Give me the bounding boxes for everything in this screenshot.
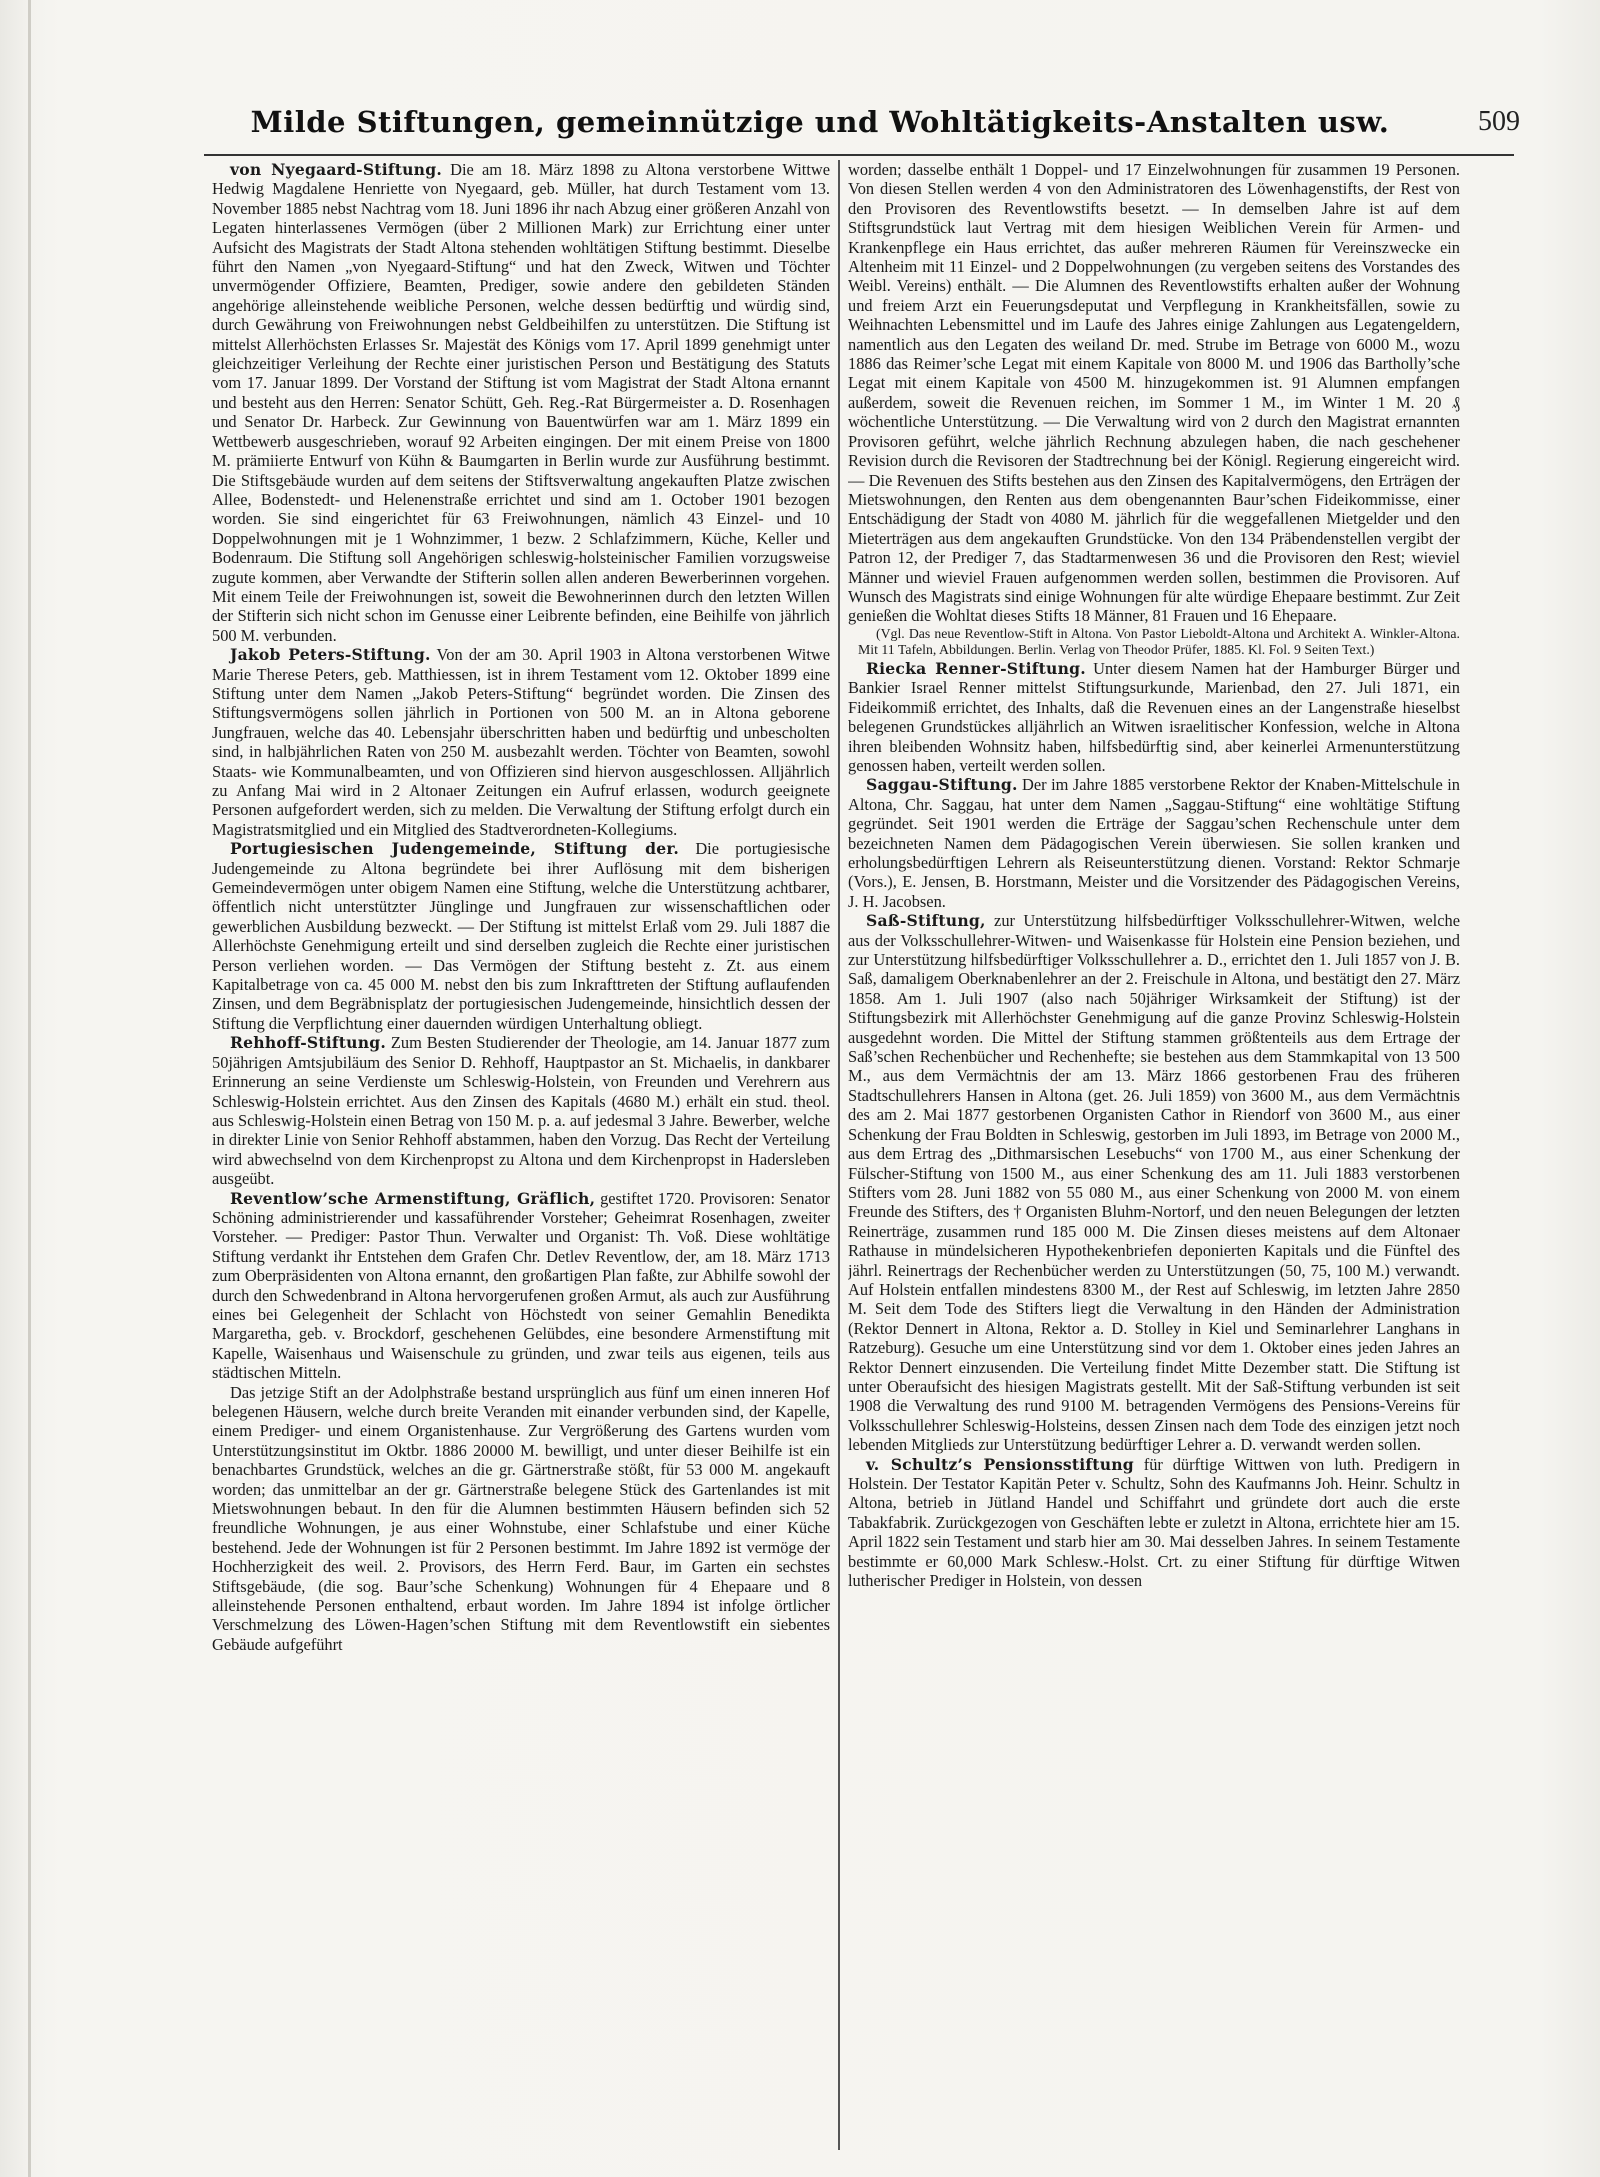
page-binding-edge <box>28 0 31 2177</box>
entry-text: Der im Jahre 1885 verstorbene Rektor der Knaben-Mittelschule in Altona, Chr. Saggau, hat unter dem Namen „Saggau-Stiftung“ eine wohltätige Stiftung gegründet. Seit 1901 werden die Erträge der Saggau’schen Rechenschule unter dem bezeichneten Namen dem Pädagogischen Verein überwiesen. Sie sollen kranken und erholungsbedürftigen Lehrern als Reiseunterstützung dienen. Vorstand: Rektor Schmarje (Vors.), E. Jensen, B. Horstmann, Meister und die Vorsitzender des Pädagogischen Vereins, J. H. Jacobsen. <box>848 775 1460 911</box>
header-rule <box>204 154 1514 156</box>
entry-heading: Saggau-Stiftung. <box>866 775 1018 795</box>
entry-portugiesische <box>212 839 830 1033</box>
entry-heading: Reventlow’sche Armenstiftung, Gräflich, <box>230 1188 596 1208</box>
running-header <box>200 100 1520 144</box>
entry-text: Von der am 30. April 1903 in Altona verstorbenen Witwe Marie Therese Peters, geb. Matthiessen, ist in ihrem Testament vom 12. Oktober 1899 eine Stiftung unter dem Namen „Jakob Peters-Stiftung“ begründet worden. Die Zinsen des Stiftungsvermögens sollen jährlich in Portionen von 500 M. an in Altona geborene Jungfrauen, welche das 40. Lebensjahr überschritten haben und bedürftig und unbescholten sind, in halbjährlichen Raten von 250 M. ausbezahlt werden. Töchter von Beamten, sowohl Staats- wie Kommunalbeamten, und von Offizieren sind hiervon ausgeschlossen. Alljährlich zu Anfang Mai wird in 2 Altonaer Zeitungen ein Aufruf erlassen, wodurch geeignete Personen aufgefordert werden, sich zu melden. Die Verwaltung der Stiftung erfolgt durch ein Magistratsmitglied und ein Mitglied des Stadtverordneten-Kollegiums. <box>212 645 830 839</box>
entry-text: Die am 18. März 1898 zu Altona verstorbene Wittwe Hedwig Magdalene Henriette von Nyegaard, geb. Müller, hat durch Testament vom 13. November 1885 nebst Nachtrag vom 18. Juni 1896 ihr nach Abzug einer größeren Anzahl von Legaten hinterlassenes Vermögen (über 2 Millionen Mark) zur Errichtung einer unter Aufsicht des Magistrats der Stadt Altona stehenden wohltätigen Stiftung bestimmt. Dieselbe führt den Namen „von Nyegaard-Stiftung“ und hat den Zweck, Witwen und Töchter unvermögender Offiziere, Beamten, Prediger, sowie andere den gebildeten Ständen angehörige alleinstehende weibliche Personen, welche dessen bedürftig und würdig sind, durch Gewährung von Freiwohnungen nebst Geldbeihilfen zu unterstützen. Die Stiftung ist mittelst Allerhöchsten Erlasses Sr. Majestät des Königs vom 17. April 1899 genehmigt unter gleichzeitiger Verleihung der Rechte einer juristischen Person und Bestätigung des Statuts vom 17. Januar 1899. Der Vorstand der Stiftung ist vom Magistrat der Stadt Altona ernannt und besteht aus den Herren: Senator Schütt, Geh. Reg.-Rat Bürgermeister a. D. Rosenhagen und Senator Dr. Harbeck. Zur Gewinnung von Bauentwürfen war am 1. März 1899 ein Wettbewerb ausgeschrieben, worauf 92 Arbeiten eingingen. Der mit einem Preise von 1800 M. prämiierte Entwurf von Kühn & Baumgarten in Berlin wurde zur Ausführung bestimmt. Die Stiftsgebäude wurden auf dem seitens der Stiftsverwaltung angekauften Platze zwischen Allee, Bodenstedt- und Helenenstraße errichtet und sind am 1. October 1901 bezogen worden. Sie sind eingerichtet für 63 Freiwohnungen, nämlich 43 Einzel- und 10 Doppelwohnungen mit je 1 Wohnzimmer, 1 bezw. 2 Schlafzimmern, Küche, Keller und Bodenraum. Die Stiftung soll Angehörigen schleswig-holsteinischer Familien vorzugsweise zugute kommen, aber Verwandte der Stifterin sollen allen anderen Bewerberinnen vorgehen. Mit einem Teile der Freiwohnungen ist, soweit die Bewohnerinnen durch den letzten Willen der Stifterin sich nicht schon im Genusse einer Leibrente befinden, eine Beihilfe von jährlich 500 M. verbunden. <box>212 160 830 645</box>
page-number: 509 <box>1478 106 1520 137</box>
entry-heading: v. Schultz’s Pensionsstiftung <box>866 1454 1134 1474</box>
entry-heading: Saß-Stiftung, <box>866 911 986 931</box>
entry-heading: Riecka Renner-Stiftung. <box>866 658 1086 678</box>
entry-text: zur Unterstützung hilfsbedürftiger Volksschullehrer-Witwen, welche aus der Volksschullehrer-Witwen- und Waisenkasse für Holstein eine Pension beziehen, und zur Unterstützung hilfsbedürftiger Volksschullehrer a. D., errichtet den 1. Juli 1857 von J. B. Saß, damaligem Oberknabenlehrer an der 2. Freischule in Altona, und bestätigt den 27. März 1858. Am 1. Juli 1907 (also nach 50jähriger Wirksamkeit der Stiftung) ist der Stiftungsbezirk mit Allerhöchster Genehmigung auf die ganze Provinz Schleswig-Holstein ausgedehnt worden. Die Mittel der Stiftung stammen größtenteils aus dem Ertrage der Saß’schen Rechenbücher und Rechenhefte; sie bestehen aus dem Stammkapital von 13 500 M., aus dem Vermächtnis der am 13. März 1866 gestorbenen Frau des früheren Stadtschullehrers Hansen in Altona (get. 26. Juli 1859) von 3600 M., aus dem Vermächtnis des am 2. Mai 1877 gestorbenen Organisten Cathor in Riendorf von 3600 M., aus einer Schenkung der Frau Boldten in Schleswig, gestorben im Juli 1893, im Betrage von 2000 M., aus dem Ertrag des „Dithmarsischen Lesebuchs“ von 1700 M., aus einer Schenkung der Fülscher-Stiftung von 1500 M., aus einer Schenkung des am 11. Juli 1883 verstorbenen Stifters vom 28. Juni 1882 von 55 080 M., aus einer Schenkung von 2000 M. von einem Freunde des Stifters, des † Organisten Bluhm-Nortorf, und den neuen Belegungen der letzten Reinerträge, zusammen rund 185 000 M. Die Zinsen dieses meistens auf dem Altonaer Rathause in mündelsicheren Hypothekenbriefen deponierten Kapitals und die Fünftel des jährl. Reinertrags der Rechenbücher werden zu Unterstützungen (50, 75, 100 M.) verwandt. Auf Holstein entfallen mindestens 8300 M., der Rest auf Schleswig, im letzten Jahre 2850 M. Seit dem Tode des Stifters liegt die Verwaltung in den Händen der Administration (Rektor Dennert in Altona, Rektor a. D. Stolley in Kiel und Seminarlehrer Langhans in Ratzeburg). Gesuche um eine Unterstützung sind vor dem 1. Oktober eines jeden Jahres an Rektor Dennert einzusenden. Die Verteilung findet Mitte Dezember statt. Die Stiftung ist unter Oberaufsicht des hiesigen Magistrats gestellt. Mit der Saß-Stiftung verbunden ist seit 1908 die Verwaltung des rund 9100 M. betragenden Vermögens des Pensions-Vereins für Volksschullehrer Schleswig-Holsteins, dessen Zinsen nach dem Tode des einzigen jetzt noch lebenden Mitglieds zur Unterstützung bedürftiger Lehrer a. D. verwandt werden sollen. <box>848 911 1460 1455</box>
entry-reventlow-continued: worden; dasselbe enthält 1 Doppel- und 17 Einzelwohnungen für zusammen 19 Personen. Von diesen Stellen werden 4 von den Administratoren des Löwenhagenstifts, der Rest von den Provisoren des Reventlowstifts besetzt. — In demselben Jahre ist auf dem Stiftsgrundstück laut Vertrag mit dem hiesigen Weiblichen Verein für Armen- und Krankenpflege ein Haus errichtet, das außer mehreren Räumen für Vereinszwecke ein Altenheim mit 11 Einzel- und 2 Doppelwohnungen (zu vergeben seitens des Vorstandes des Weibl. Vereins) enthält. — Die Alumnen des Reventlowstifts erhalten außer der Wohnung und freiem Arzt ein Feuerungsdeputat und Verpflegung in Krankheitsfällen, sowie zu Weihnachten Lebensmittel und im Laufe des Jahres einige Zahlungen aus Legatengeldern, namentlich aus den Legaten des weiland Dr. med. Strube im Betrage von 6000 M., wozu 1886 das Reimer’sche Legat mit einem Kapitale von 8000 M. und 1906 das Bartholly’sche Legat mit einem Kapitale von 4500 M. hinzugekommen ist. 91 Alumnen empfangen außerdem, soweit die Revenuen reichen, im Sommer 1 M., im Winter 1 M. 20 ₰ wöchentliche Unterstützung. — Die Verwaltung wird von 2 durch den Magistrat ernannten Provisoren geführt, welche jährlich Rechnung abzulegen haben, die nach geschehener Revision durch die Revisoren der Stadtrechnung bei der Königl. Regierung eingereicht wird. — Die Revenuen des Stifts bestehen aus den Zinsen des Kapitalvermögens, den Erträgen der Mietswohnungen, den Renten aus dem obengenannten Baur’schen Fideikommisse, einer Entschädigung der Stadt von 4080 M. jährlich für die weggefallenen Mietgelder und den Mieterträgen aus dem angekauften Grundstücke. Von den 134 Präbendenstellen vergibt der Patron 12, der Prediger 7, das Stadtarmenwesen 36 und die Provisoren den Rest; wieviel Männer und wieviel Frauen aufgenommen werden sollen, bestimmen die Provisoren. Auf Wunsch des Magistrats sind einige Wohnungen für alte würdige Ehepaare bestimmt. Zur Zeit genießen die Wohltat dieses Stifts 18 Männer, 81 Frauen und 16 Ehepaare. <box>848 160 1460 626</box>
entry-text: gestiftet 1720. Provisoren: Senator Schöning administrierender und kassaführender Vorsteher; Geheimrat Rosenhagen, zweiter Vorsteher. — Prediger: Pastor Thun. Verwalter und Organist: Th. Voß. Diese wohltätige Stiftung verdankt ihr Entstehen dem Grafen Chr. Detlev Reventlow, der, am 18. März 1713 zum Oberpräsidenten von Altona ernannt, den großartigen Plan faßte, zur Abhilfe sowohl der durch den Schwedenbrand in Altona hervorgerufenen großen Armut, als auch zur Ausführung eines bei Gelegenheit der Schlacht von Höchstedt von seiner Gemahlin Benedikta Margaretha, geb. v. Brockdorf, geschehenen Gelübdes, eine besondere Armenstiftung mit Kapelle, Waisenhaus und Waisenschule zu gründen, und zwar teils aus eigenen, teils aus städtischen Mitteln. <box>212 1188 830 1383</box>
entry-rehhoff <box>212 1033 830 1188</box>
entry-heading: Portugiesischen Judengemeinde, Stiftung der. <box>230 839 680 859</box>
entry-text: Zum Besten Studierender der Theologie, am 14. Januar 1877 zum 50jährigen Amtsjubiläum des Senior D. Rehhoff, Hauptpastor an St. Michaelis, in dankbarer Erinnerung an seine Verdienste um Schleswig-Holstein, von Freunden und Verehrern aus Schleswig-Holstein errichtet. Aus den Zinsen des Kapitals (4680 M.) erhält ein stud. theol. aus Schleswig-Holstein einen Betrag von 150 M. p. a. auf jedesmal 3 Jahre. Bewerber, welche in direkter Linie von Senior Rehhoff abstammen, haben den Vorzug. Das Recht der Verteilung wird abwechselnd von dem Kirchenpropst zu Altona und dem Kirchenpropst in Hadersleben ausgeübt. <box>212 1033 830 1189</box>
entry-heading: von Nyegaard-Stiftung. <box>230 160 442 179</box>
bibliographic-note: (Vgl. Das neue Reventlow-Stift in Altona. Von Pastor Lieboldt-Altona und Architekt A. Winkler-Altona. Mit 11 Tafeln, Abbildungen. Berlin. Verlag von Theodor Prüfer, 1885. Kl. Fol. 9 Seiten Text.) <box>858 625 1460 658</box>
entry-schultz <box>848 1455 1460 1591</box>
entry-reventlow <box>212 1189 830 1383</box>
entry-peters <box>212 645 830 839</box>
column-divider <box>838 160 840 2150</box>
entry-saggau <box>848 775 1460 911</box>
entry-heading: Rehhoff-Stiftung. <box>230 1033 386 1053</box>
right-column <box>848 160 1460 2150</box>
entry-text: Unter diesem Namen hat der Hamburger Bürger und Bankier Israel Renner mittelst Stiftungsurkunde, Marienbad, den 27. Juli 1871, ein Fideikommiß errichtet, des Inhalts, daß die Revenuen eines an der Langenstraße hieselbst belegenen Grundstückes alljährlich an Witwen israelitischer Konfession, welche in Altona ihren bleibenden Wohnsitz haben, hilfsbedürftig sind, aber keinerlei Armenunterstützung genossen haben, verteilt werden sollen. <box>848 658 1460 775</box>
left-column <box>212 160 830 2150</box>
entry-heading: Jakob Peters-Stiftung. <box>230 645 431 665</box>
entry-reventlow-continued: Das jetzige Stift an der Adolphstraße bestand ursprünglich aus fünf um einen inneren Hof belegenen Häusern, welche durch breite Veranden mit einander verbunden sind, der Kapelle, einem Prediger- und einem Organistenhause. Zur Vergrößerung des Gartens wurden vom Unterstützungsinstitut im Oktbr. 1886 20000 M. bewilligt, und unter dieser Beihilfe ist ein benachbartes Grundstück, welches an die gr. Gärtnerstraße stößt, für 53 000 M. angekauft worden; das unmittelbar an der gr. Gärtnerstraße belegene Stück des Gartenlandes ist mit Mietswohnungen bebaut. In den für die Alumnen bestimmten Häusern befinden sich 52 freundliche Wohnungen, je aus einer Wohnstube, einer Schlafstube und einer Küche bestehend. Jede der Wohnungen ist für 2 Personen bestimmt. Im Jahre 1892 ist vermöge der Hochherzigkeit des weil. 2. Provisors, des Herrn Ferd. Baur, im Garten ein sechstes Stiftsgebäude, (die sog. Baur’sche Schenkung) Wohnungen für 4 Ehepaare und 8 alleinstehende Personen enthaltend, erbaut worden. Im Jahre 1894 ist infolge örtlicher Verschmelzung des Löwen-Hagen’schen Stiftung mit dem Reventlowstift ein siebentes Gebäude aufgeführt <box>212 1382 830 1654</box>
page-title: Milde Stiftungen, gemeinnützige und Wohltätigkeits-Anstalten usw. <box>250 105 1390 139</box>
entry-sass <box>848 911 1460 1454</box>
entry-text: für dürftige Wittwen von luth. Predigern in Holstein. Der Testator Kapitän Peter v. Schultz, Sohn des Kaufmanns Joh. Heinr. Schultz in Altona, betrieb in Jütland Handel und Schiffahrt und gründete dort auch die erste Tabakfabrik. Zurückgezogen von Geschäften lebte er zuletzt in Altona, errichtete hier am 15. April 1822 sein Testament und starb hier am 30. Mai desselben Jahres. In seinem Testamente bestimmte er 60,000 Mark Schlesw.-Holst. Crt. zu einer Stiftung für dürftige Witwen lutherischer Prediger in Holstein, von dessen <box>848 1454 1460 1591</box>
entry-nyegaard <box>212 160 830 645</box>
entry-renner <box>848 659 1460 775</box>
entry-text: Die portugiesische Judengemeinde zu Altona begründete bei ihrer Auflösung mit dem bisherigen Gemeindevermögen unter obigem Namen eine Stiftung, welche die Unterstützung achtbarer, öffentlich nicht unterstützter Jünglinge und Jungfrauen zur wissenschaftlichen oder gewerblichen Ausbildung bezweckt. — Der Stiftung ist mittelst Erlaß vom 29. Juli 1887 die Allerhöchste Genehmigung erteilt und sind derselben zugleich die Rechte einer juristischen Person verliehen worden. — Das Vermögen der Stiftung besteht z. Zt. aus einem Kapitalbetrage von ca. 45 000 M. nebst den bis zum Inkrafttreten der Stiftung auflaufenden Zinsen, und dem Begräbnisplatz der portugiesischen Judengemeinde, hinsichtlich dessen der Stiftung die Verpflichtung einer dauernden würdigen Unterhaltung obliegt. <box>212 839 830 1033</box>
